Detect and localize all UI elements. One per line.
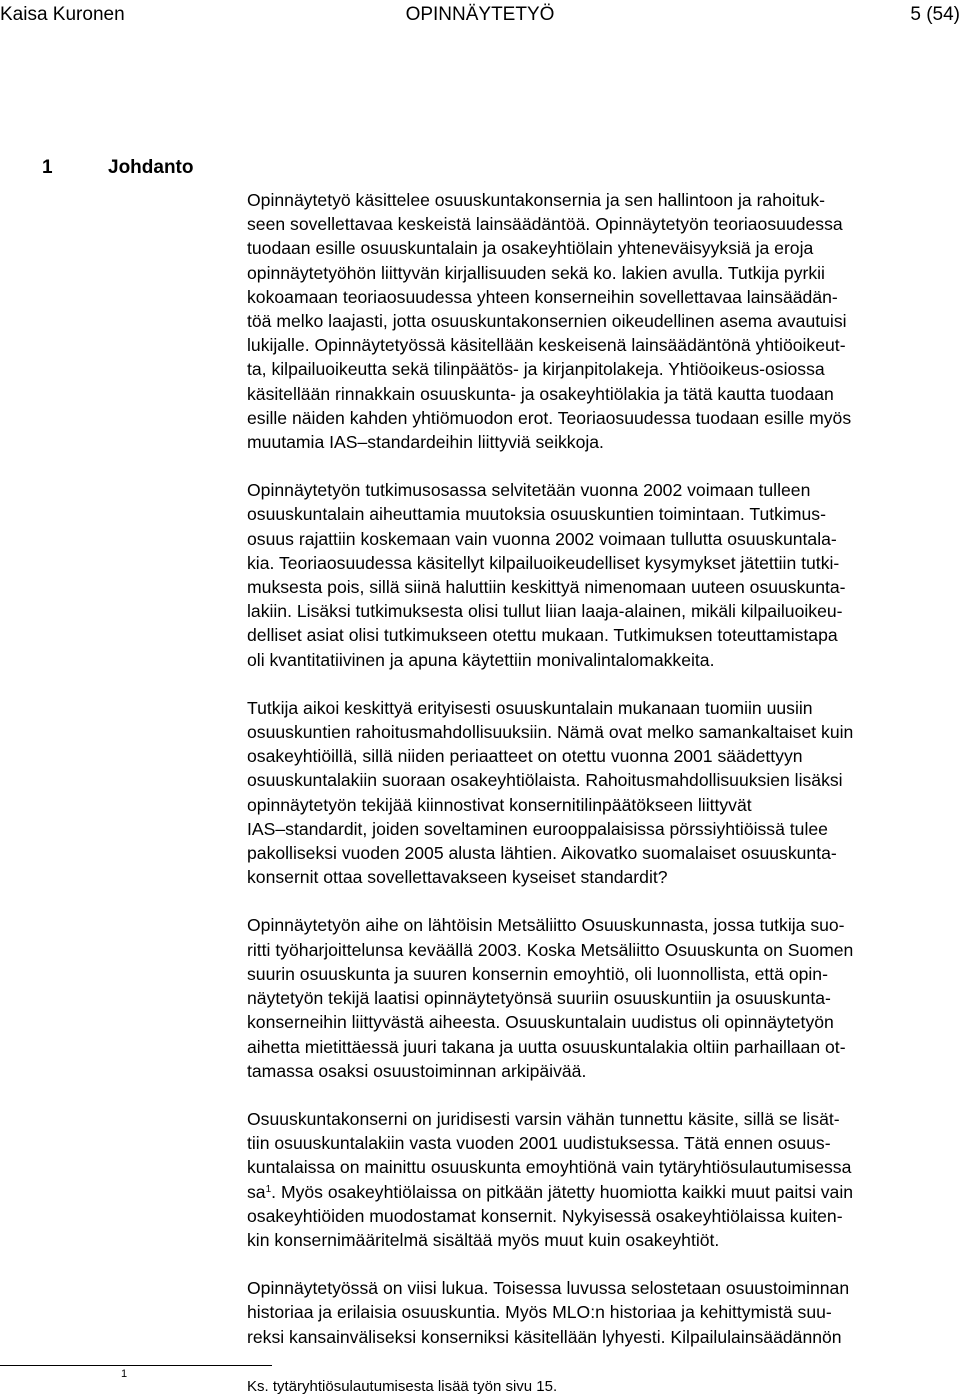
text-line: kin konsernimääritelmä sisältää myös muut kuin osakeyhtiöt. [247,1229,720,1250]
footnote-number: 1 [121,1368,128,1380]
text-line: konsernit ottaa sovellettavakseen kyseiset standardit? [247,867,668,888]
text-line: seen sovellettavaa keskeistä lainsäädäntöä. Opinnäytetyön teoriaosuudessa [247,214,843,235]
paragraph-3 [247,696,959,890]
text-line: opinnäytetyön tekijää kiinnostivat konsernitilinpäätökseen liittyvät [247,794,752,815]
paragraph-1 [247,188,959,454]
text-line-with-footnote: $sa^1$. Myös osakeyhtiölaissa on pitkään jätetty huomiotta kaikki muut paitsi vain [247,1181,854,1202]
text-line: pakolliseksi vuoden 2005 alusta lähtien. Aikovatko suomalaiset osuuskunta- [247,843,837,864]
header-author: Kaisa Kuronen [0,4,125,25]
text-line: käsitellään rinnakkain osuuskunta- ja osakeyhtiölakia ja tätä kautta tuodaan [247,383,834,404]
text-line: opinnäytetyöhön liittyvän kirjallisuuden sekä ko. lakien avulla. Tutkija pyrkii [247,262,825,283]
text-line: Opinnäytetyö käsittelee osuuskuntakonsernia ja sen hallintoon ja rahoituk- [247,190,826,210]
text-line: muutamia IAS–standardeihin liittyviä seikkoja. [247,432,604,453]
text-fragment: Myös osakeyhtiölaissa on pitkään jätetty huomiotta kaikki muut paitsi vain [280,1181,854,1202]
text-line: muksesta pois, sillä siinä haluttiin keskittyä nimenomaan uuteen osuuskunta- [247,577,846,598]
paragraph-6 [247,1276,959,1349]
header-page-number: 5 (54) [910,4,960,25]
text-line: Opinnäytetyön tutkimusosassa selvitetään vuonna 2002 voimaan tulleen [247,480,811,501]
text-line: osakeyhtiöiden muodostamat konsernit. Nykyisessä osakeyhtiölaissa kuiten- [247,1205,843,1226]
text-line: Opinnäytetyön aihe on lähtöisin Metsäliitto Osuuskunnasta, jossa tutkija suo- [247,915,845,936]
footnote-reference[interactable]: 1 [265,1183,272,1195]
header-title: OPINNÄYTETYÖ [405,4,555,25]
chapter-heading [42,154,194,182]
text-line: osakeyhtiöillä, sillä niiden periaatteet on otettu vuonna 2001 säädettyyn [247,746,803,767]
text-line: lukijalle. Opinnäytetyössä käsitellään keskeisenä lainsäädäntönä yhtiöoikeut- [247,335,846,356]
text-line: esille näiden kahden yhtiömuodon erot. Teoriaosuudessa tuodaan esille myös [247,407,852,428]
text-line: IAS–standardit, joiden soveltaminen eurooppalaisissa pörssiyhtiöissä tulee [247,818,828,839]
text-line: tiin osuuskuntalakiin vasta vuoden 2001 uudistuksessa. Tätä ennen osuus- [247,1133,831,1154]
text-line: lakiin. Lisäksi tutkimuksesta olisi tullut liian laaja-alainen, mikäli kilpailuoikeu- [247,601,843,622]
text-line: reksi kansainväliseksi konserniksi käsitellään lyhyesti. Kilpailulainsäädännön [247,1326,842,1347]
text-fragment: sa [247,1181,266,1202]
text-line: ta, kilpailuoikeutta sekä tilinpäätös- ja kirjanpitolakeja. Yhtiöoikeus-osiossa [247,359,825,380]
text-line: ritti työharjoittelunsa keväällä 2003. Koska Metsäliitto Osuuskunta on Suomen [247,939,854,960]
text-line: töä melko laajasti, jotta osuuskuntakonsernien oikeudellinen asema avautuisi [247,311,847,332]
paragraph-2 [247,478,959,672]
footnote-separator [0,1365,272,1366]
text-line: Opinnäytetyössä on viisi lukua. Toisessa luvussa selostetaan osuustoiminnan [247,1278,850,1299]
text-line: näytetyön tekijä laatisi opinnäytetyönsä suuriin osuuskuntiin ja osuuskunta- [247,988,831,1009]
text-line: tuodaan esille osuuskuntalain ja osakeyhtiölain yhteneväisyyksiä ja eroja [247,238,814,259]
text-line: aihetta mietittäessä juuri takana ja uutta osuuskuntalakia oltiin parhaillaan ot- [247,1036,846,1057]
chapter-title: Johdanto [108,157,194,178]
text-line: Osuuskuntakonserni on juridisesti varsin vähän tunnettu käsite, sillä se lisät- [247,1108,840,1129]
text-line: osuuskuntalakiin suoraan osakeyhtiölaista. Rahoitusmahdollisuuksien lisäksi [247,770,843,791]
text-line: oli kvantitatiivinen ja apuna käytettiin monivalintalomakkeita. [247,649,715,670]
text-line: historiaa ja erilaisia osuuskuntia. Myös MLO:n historiaa ja kehittymistä suu- [247,1302,832,1323]
text-line: tamassa osaksi osuustoiminnan arkipäivää. [247,1060,587,1081]
body-text [247,188,959,1373]
footnote-text: Ks. tytäryhtiösulautumisesta lisää työn sivu 15. [247,1378,558,1395]
text-line: delliset asiat olisi tutkimukseen otettu mukaan. Tutkimuksen toteuttamistapa [247,625,838,646]
text-line: kokoamaan teoriaosuudessa yhteen konserneihin sovellettavaa lainsäädän- [247,286,838,307]
text-line: kuntalaissa on mainittu osuuskunta emoyhtiönä vain tytäryhtiösulautumisessa [247,1157,852,1178]
text-line: kia. Teoriaosuudessa käsitellyt kilpailuoikeudelliset kysymykset jätettiin tutki- [247,552,840,573]
text-line: osuuskuntien rahoitusmahdollisuuksiin. Nämä ovat melko samankaltaiset kuin [247,722,854,743]
paragraph-4 [247,913,959,1082]
text-line: Tutkija aikoi keskittyä erityisesti osuuskuntalain mukanaan tuomiin uusiin [247,697,813,718]
chapter-number: 1 [42,157,53,178]
text-line: suurin osuuskunta ja suuren konsernin emoyhtiö, oli luonnollista, että opin- [247,963,828,984]
text-line: konserneihin liittyvästä aiheesta. Osuuskuntalain uudistus oli opinnäytetyön [247,1012,834,1033]
paragraph-5 [247,1107,959,1252]
text-line: osuus rajattiin koskemaan vain vuonna 2002 voimaan tullutta osuuskuntala- [247,528,837,549]
page-header [0,0,960,30]
text-line: osuuskuntalain aiheuttamia muutoksia osuuskuntien toimintaan. Tutkimus- [247,504,826,525]
